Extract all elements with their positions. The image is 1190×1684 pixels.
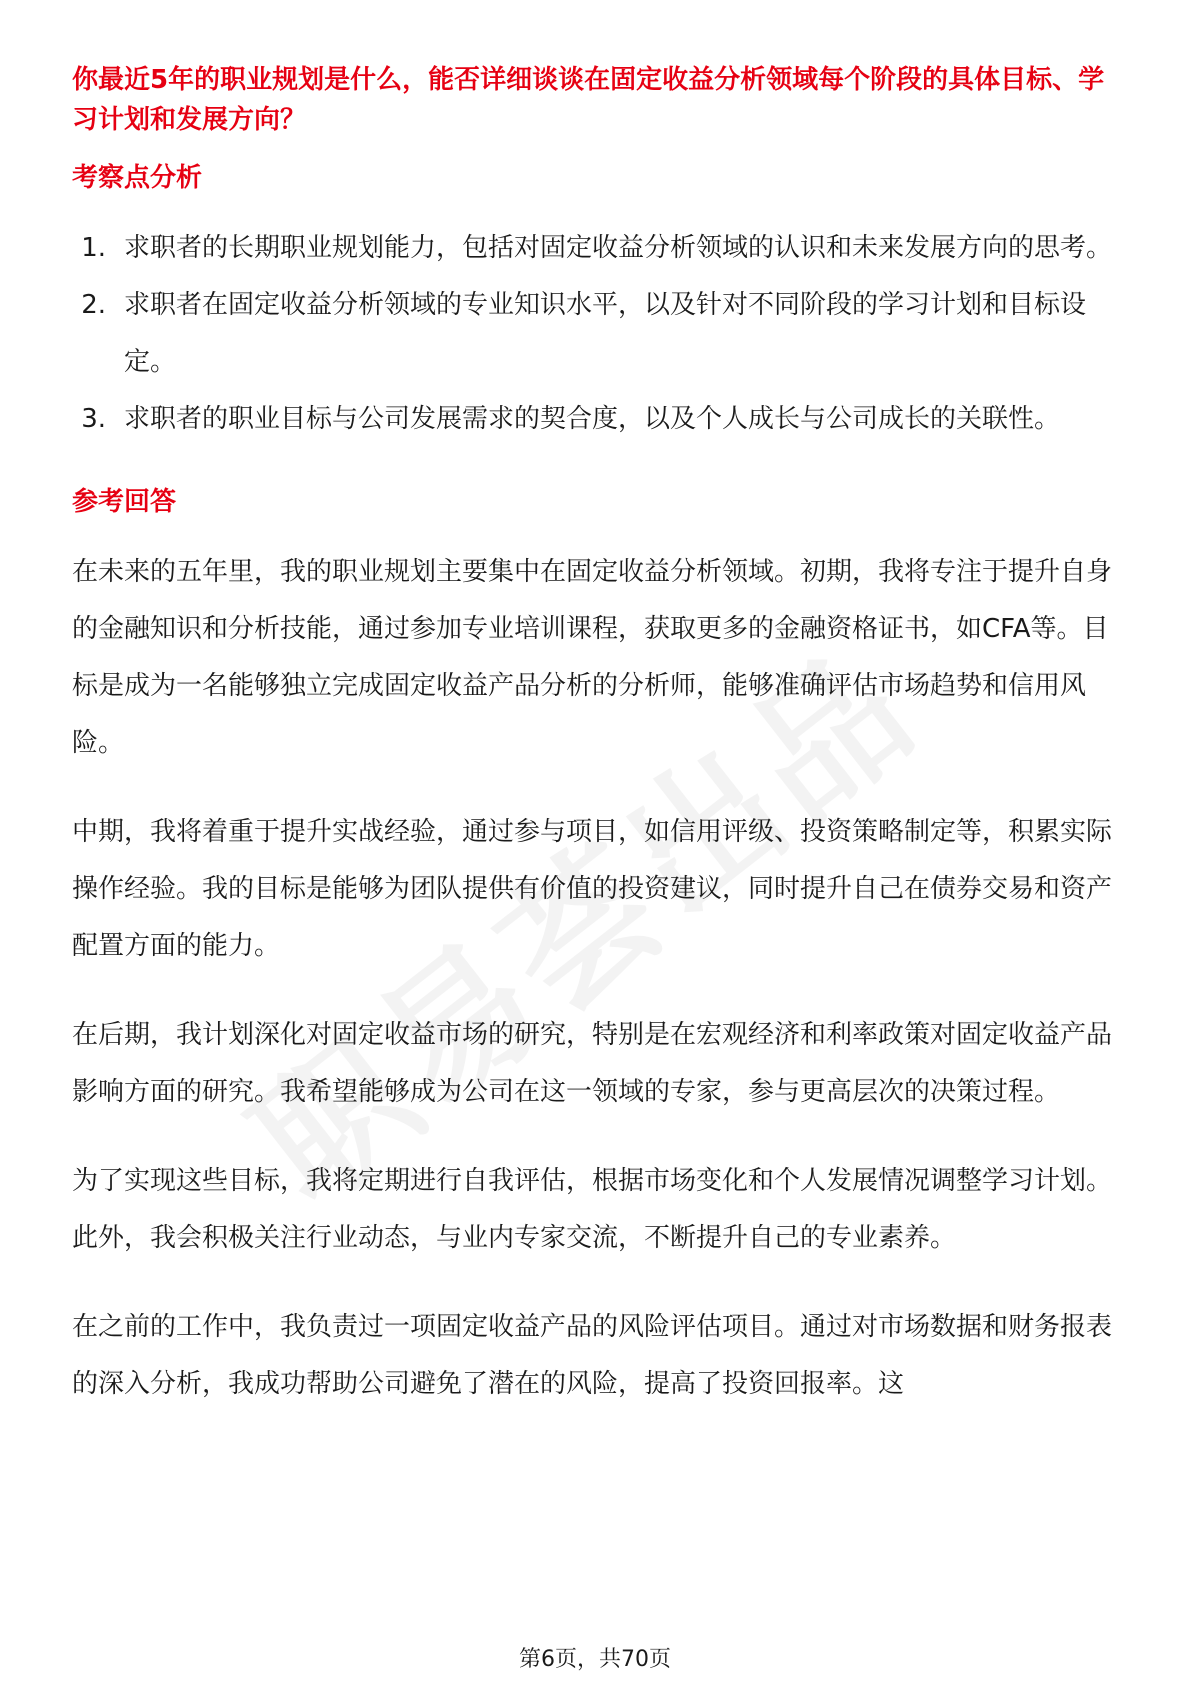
list-item (72, 277, 1118, 391)
list-item-number: 1. (81, 233, 106, 263)
analysis-section-title: 考察点分析 (72, 163, 203, 193)
list-item-text: 求职者的长期职业规划能力，包括对固定收益分析领域的认识和未来发展方向的思考。 (124, 233, 1113, 263)
question-heading: 你最近5年的职业规划是什么，能否详细谈谈在固定收益分析领域每个阶段的具体目标、学习计划和发展方向？ (72, 65, 1105, 135)
answer-paragraph: 为了实现这些目标，我将定期进行自我评估，根据市场变化和个人发展情况调整学习计划。此外，我会积极关注行业动态，与业内专家交流，不断提升自己的专业素养。 (72, 1166, 1113, 1253)
document-page (72, 60, 1118, 1445)
list-item (72, 391, 1118, 448)
list-item-number: 2. (81, 290, 106, 320)
answer-section-title: 参考回答 (72, 487, 177, 517)
answer-paragraph: 在之前的工作中，我负责过一项固定收益产品的风险评估项目。通过对市场数据和财务报表的深入分析，我成功帮助公司避免了潜在的风险，提高了投资回报率。这 (72, 1312, 1113, 1399)
analysis-points-list (72, 220, 1118, 448)
page-number-footer: 第6页，共70页 (519, 1647, 671, 1672)
answer-paragraph: 中期，我将着重于提升实战经验，通过参与项目，如信用评级、投资策略制定等，积累实际操作经验。我的目标是能够为团队提供有价值的投资建议，同时提升自己在债券交易和资产配置方面的能力。 (72, 817, 1113, 961)
list-item-text: 求职者在固定收益分析领域的专业知识水平，以及针对不同阶段的学习计划和目标设定。 (124, 290, 1087, 377)
answer-paragraph: 在未来的五年里，我的职业规划主要集中在固定收益分析领域。初期，我将专注于提升自身的金融知识和分析技能，通过参加专业培训课程，获取更多的金融资格证书，如CFA等。目标是成为一名能够独立完成固定收益产品分析的分析师，能够准确评估市场趋势和信用风险。 (72, 557, 1113, 758)
list-item-number: 3. (81, 404, 106, 434)
list-item (72, 220, 1118, 277)
answer-paragraph: 在后期，我计划深化对固定收益市场的研究，特别是在宏观经济和利率政策对固定收益产品影响方面的研究。我希望能够成为公司在这一领域的专家，参与更高层次的决策过程。 (72, 1020, 1113, 1107)
list-item-text: 求职者的职业目标与公司发展需求的契合度，以及个人成长与公司成长的关联性。 (124, 404, 1061, 434)
